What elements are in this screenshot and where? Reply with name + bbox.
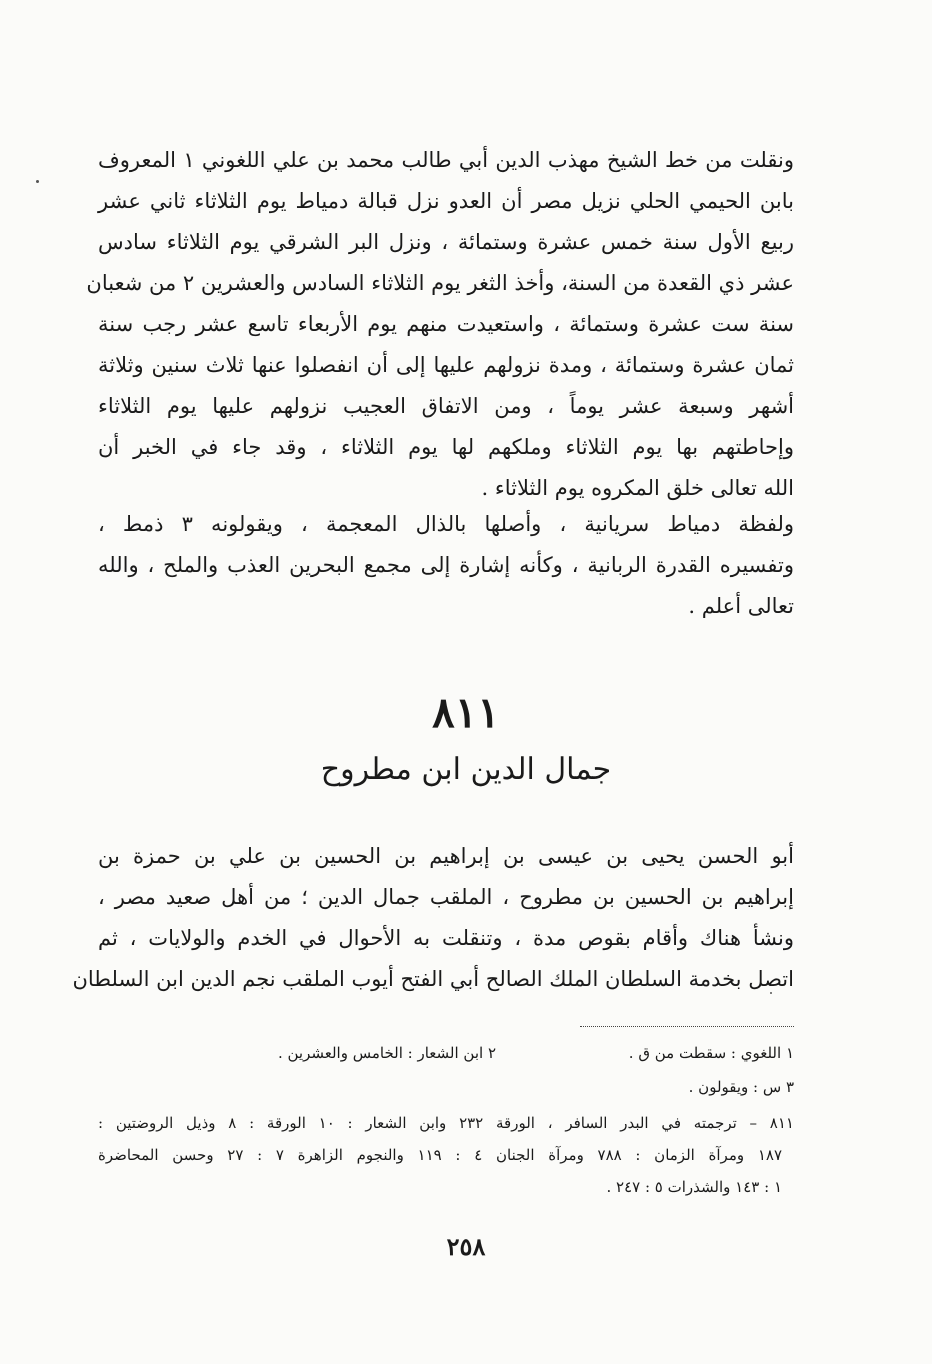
- text-line: أبو الحسن يحيى بن عيسى بن إبراهيم بن الحسين بن علي بن حمزة بن: [98, 844, 794, 868]
- text-line: ثمان عشرة وستمائة ، ومدة نزولهم عليها إلى أن انفصلوا عنها ثلاث سنين وثلاثة: [98, 353, 794, 377]
- paragraph-biography: [72, 836, 794, 1000]
- text-line: ونقلت من خط الشيخ مهذب الدين أبي طالب محمد بن علي اللغوني ١ المعروف: [98, 148, 794, 172]
- page-number: ٢٥٨: [446, 1232, 486, 1261]
- footnote-1: ١ اللغوي : سقطت من ق .: [628, 1044, 794, 1062]
- entry-title: جمال الدين ابن مطروح: [320, 752, 612, 787]
- footnote-sources-line: ١٨٧ ومرآة الزمان : ٧٨٨ ومرآة الجنان ٤ : ١١٩ والنجوم الزاهرة ٧ : ٢٧ وحسن المحاضرة: [98, 1146, 782, 1164]
- footnote-sources-line: ١ : ١٤٣ والشذرات ٥ : ٢٤٧ .: [606, 1178, 782, 1196]
- text-line: ولفظة دمياط سريانية ، وأصلها بالذال المعجمة ، ويقولونه ٣ ذمط ،: [98, 512, 794, 536]
- text-line: أشهر وسبعة عشر يوماً ، ومن الاتفاق العجيب نزولهم عليها يوم الثلاثاء: [98, 394, 794, 418]
- scan-speck: [36, 180, 39, 183]
- text-line: وإحاطتهم بها يوم الثلاثاء وملكهم لها يوم الثلاثاء ، وقد جاء في الخبر أن: [98, 435, 794, 459]
- text-line: سنة ست عشرة وستمائة ، واستعيدت منهم يوم الأربعاء تاسع عشر رجب سنة: [98, 312, 794, 336]
- paragraph-damietta-history: [86, 140, 794, 509]
- text-line: بابن الحيمي الحلي نزيل مصر أن العدو نزل قبالة دمياط يوم الثلاثاء ثاني عشر: [98, 189, 794, 213]
- entry-number: ٨١١: [432, 688, 500, 737]
- text-line: ونشأ هناك وأقام بقوص مدة ، وتنقلت به الأحوال في الخدم والولايات ، ثم: [98, 926, 794, 950]
- scan-speck: [770, 992, 772, 994]
- paragraph-damietta-etymology: [98, 504, 794, 627]
- text-line: اتصل بخدمة السلطان الملك الصالح أبي الفتح أيوب الملقب نجم الدين ابن السلطان: [72, 967, 794, 991]
- text-line: الله تعالى خلق المكروه يوم الثلاثاء .: [481, 476, 794, 500]
- footnote-3: ٣ س : ويقولون .: [688, 1078, 794, 1096]
- footnote-divider: [580, 1026, 794, 1027]
- text-line: إبراهيم بن الحسين بن مطروح ، الملقب جمال الدين ؛ من أهل صعيد مصر ،: [98, 885, 794, 909]
- text-line: تعالى أعلم .: [688, 594, 794, 618]
- text-line: ربيع الأول سنة خمس عشرة وستمائة ، ونزل البر الشرقي يوم الثلاثاء سادس: [98, 230, 794, 254]
- footnote-sources-line: ٨١١ – ترجمته في البدر السافر ، الورقة ٢٣٢ وابن الشعار : ١٠ الورقة : ٨ وذيل الروضتين :: [98, 1114, 794, 1132]
- text-line: وتفسيره القدرة الربانية ، وكأنه إشارة إلى مجمع البحرين العذب والملح ، والله: [98, 553, 794, 577]
- footnote-2: ٢ ابن الشعار : الخامس والعشرين .: [277, 1044, 496, 1062]
- text-line: عشر ذي القعدة من السنة، وأخذ الثغر يوم الثلاثاء السادس والعشرين ٢ من شعبان: [86, 271, 794, 295]
